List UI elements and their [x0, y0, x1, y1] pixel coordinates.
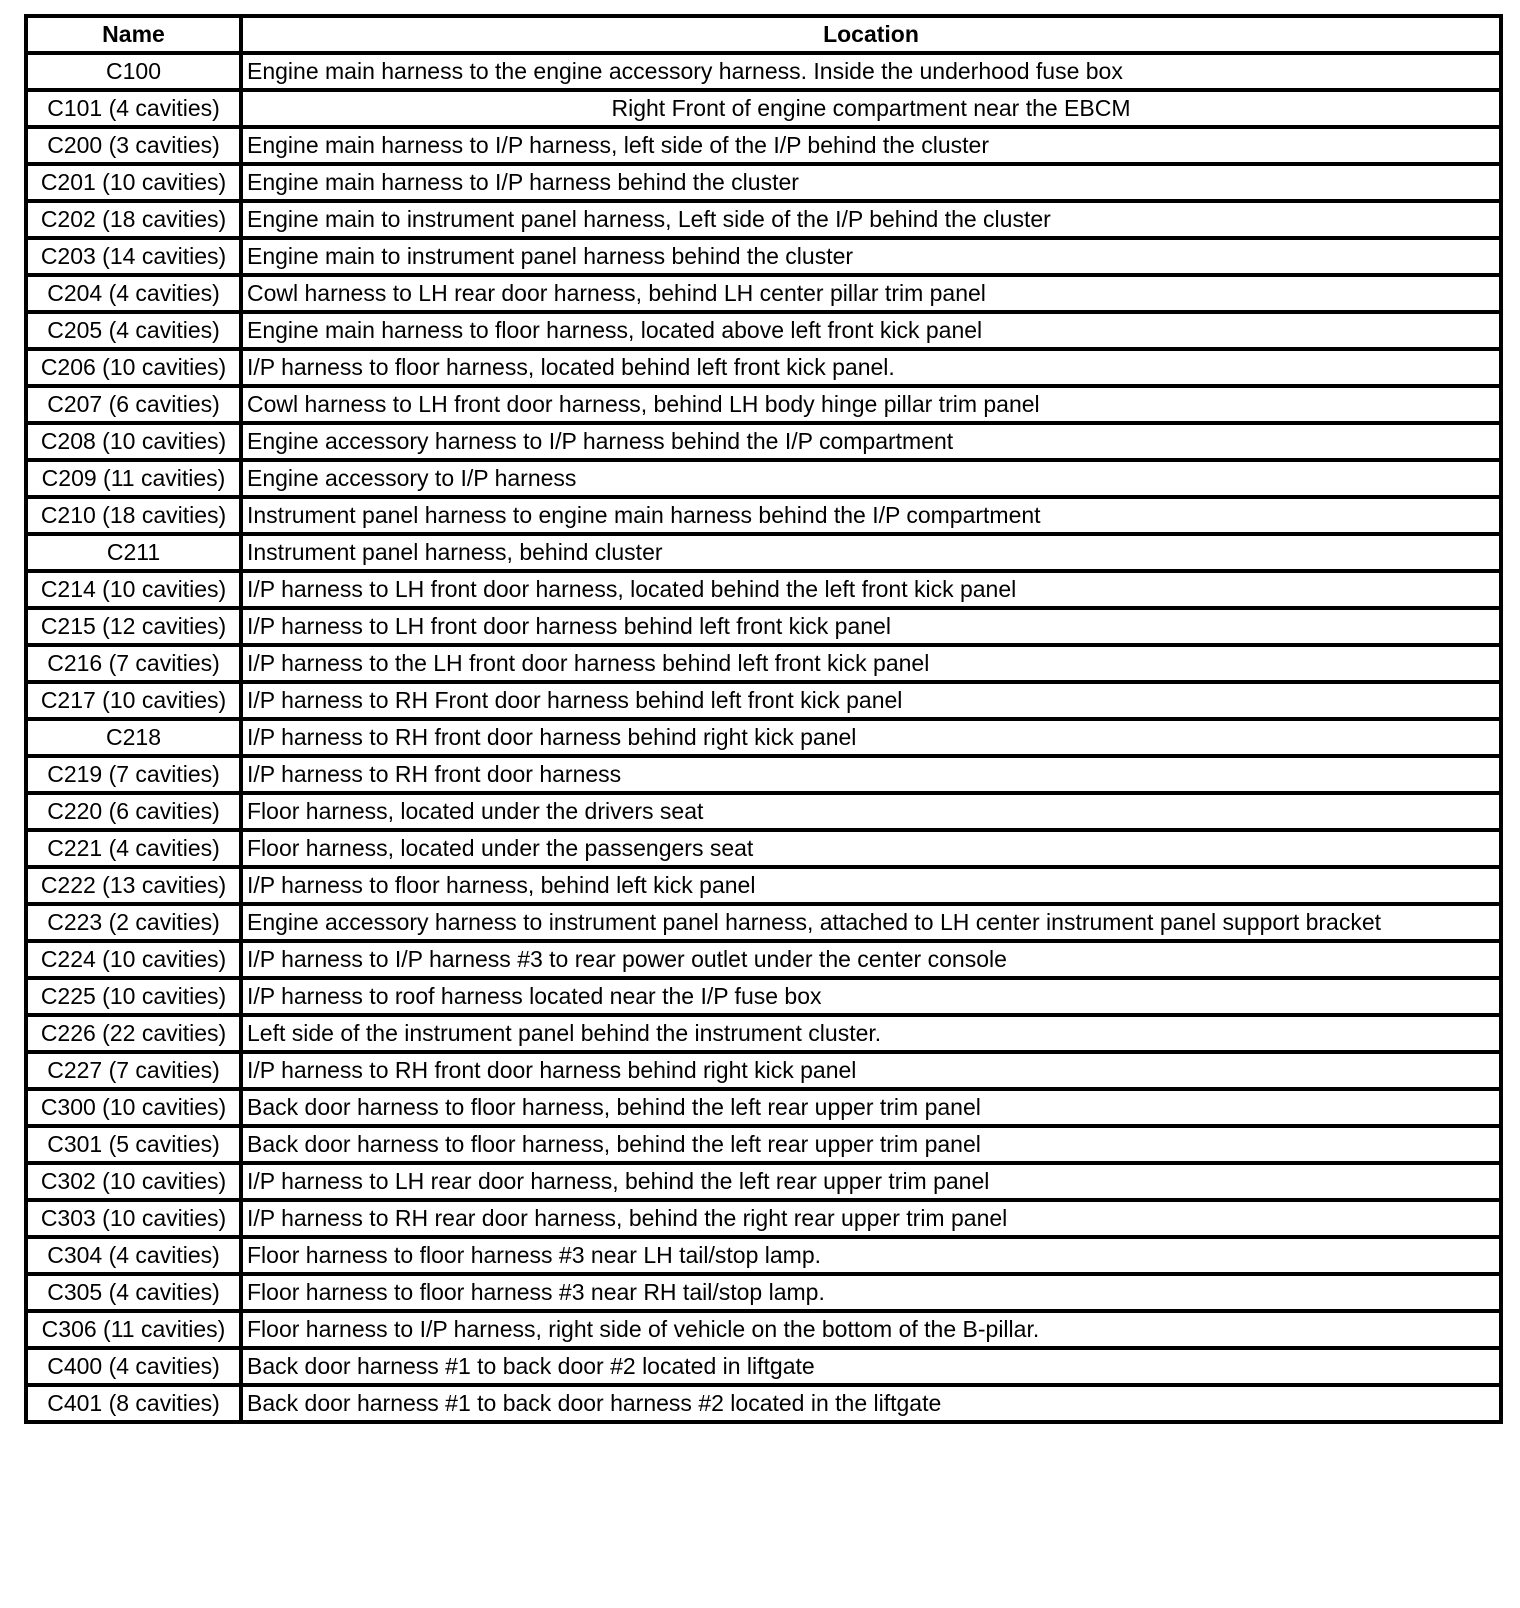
- connector-name-cell: C200 (3 cavities): [26, 127, 241, 164]
- table-row: [26, 756, 1501, 793]
- table-row: [26, 349, 1501, 386]
- table-row: [26, 608, 1501, 645]
- table-row: [26, 830, 1501, 867]
- table-row: [26, 497, 1501, 534]
- connector-name-cell: C224 (10 cavities): [26, 941, 241, 978]
- table-row: [26, 164, 1501, 201]
- connector-name-cell: C400 (4 cavities): [26, 1348, 241, 1385]
- connector-location-cell: Back door harness #1 to back door harness #2 located in the liftgate: [241, 1385, 1501, 1422]
- table-row: [26, 1385, 1501, 1422]
- connector-name-cell: C225 (10 cavities): [26, 978, 241, 1015]
- connector-name-cell: C208 (10 cavities): [26, 423, 241, 460]
- connector-location-cell: Engine main to instrument panel harness behind the cluster: [241, 238, 1501, 275]
- connector-name-cell: C306 (11 cavities): [26, 1311, 241, 1348]
- connector-location-cell: Instrument panel harness, behind cluster: [241, 534, 1501, 571]
- connector-location-cell: I/P harness to roof harness located near the I/P fuse box: [241, 978, 1501, 1015]
- connector-location-cell: Back door harness to floor harness, behind the left rear upper trim panel: [241, 1126, 1501, 1163]
- connector-name-cell: C302 (10 cavities): [26, 1163, 241, 1200]
- table-body: [26, 53, 1501, 1422]
- connector-name-cell: C226 (22 cavities): [26, 1015, 241, 1052]
- table-row: [26, 238, 1501, 275]
- connector-location-cell: I/P harness to RH rear door harness, behind the right rear upper trim panel: [241, 1200, 1501, 1237]
- connector-name-cell: C221 (4 cavities): [26, 830, 241, 867]
- table-row: [26, 423, 1501, 460]
- connector-name-cell: C206 (10 cavities): [26, 349, 241, 386]
- connector-location-cell: Instrument panel harness to engine main harness behind the I/P compartment: [241, 497, 1501, 534]
- connector-location-cell: Engine accessory harness to instrument panel harness, attached to LH center instrument panel support bracket: [241, 904, 1501, 941]
- table-row: [26, 1311, 1501, 1348]
- connector-location-cell: Engine main harness to I/P harness behind the cluster: [241, 164, 1501, 201]
- connector-location-cell: Floor harness, located under the drivers seat: [241, 793, 1501, 830]
- connector-name-cell: C209 (11 cavities): [26, 460, 241, 497]
- connector-location-cell: Floor harness to floor harness #3 near RH tail/stop lamp.: [241, 1274, 1501, 1311]
- connector-location-cell: Engine main harness to floor harness, located above left front kick panel: [241, 312, 1501, 349]
- connector-location-cell: Back door harness to floor harness, behind the left rear upper trim panel: [241, 1089, 1501, 1126]
- table-row: [26, 645, 1501, 682]
- connector-location-cell: Engine main harness to the engine accessory harness. Inside the underhood fuse box: [241, 53, 1501, 90]
- table-row: [26, 978, 1501, 1015]
- connector-location-cell: Cowl harness to LH front door harness, behind LH body hinge pillar trim panel: [241, 386, 1501, 423]
- connector-name-cell: C218: [26, 719, 241, 756]
- table-row: [26, 312, 1501, 349]
- connector-name-cell: C203 (14 cavities): [26, 238, 241, 275]
- connector-name-cell: C222 (13 cavities): [26, 867, 241, 904]
- connector-name-cell: C101 (4 cavities): [26, 90, 241, 127]
- connector-location-cell: I/P harness to floor harness, located behind left front kick panel.: [241, 349, 1501, 386]
- connector-name-cell: C401 (8 cavities): [26, 1385, 241, 1422]
- connector-name-cell: C201 (10 cavities): [26, 164, 241, 201]
- connector-location-cell: I/P harness to LH front door harness behind left front kick panel: [241, 608, 1501, 645]
- table-row: [26, 571, 1501, 608]
- connector-location-cell: I/P harness to RH Front door harness behind left front kick panel: [241, 682, 1501, 719]
- connector-name-cell: C301 (5 cavities): [26, 1126, 241, 1163]
- connector-location-cell: Right Front of engine compartment near the EBCM: [241, 90, 1501, 127]
- connector-name-cell: C215 (12 cavities): [26, 608, 241, 645]
- connector-name-cell: C217 (10 cavities): [26, 682, 241, 719]
- connector-location-cell: I/P harness to LH front door harness, located behind the left front kick panel: [241, 571, 1501, 608]
- connector-name-cell: C211: [26, 534, 241, 571]
- connector-location-cell: Floor harness to floor harness #3 near LH tail/stop lamp.: [241, 1237, 1501, 1274]
- table-row: [26, 127, 1501, 164]
- connector-location-cell: Engine main harness to I/P harness, left side of the I/P behind the cluster: [241, 127, 1501, 164]
- connector-location-cell: Floor harness to I/P harness, right side of vehicle on the bottom of the B-pillar.: [241, 1311, 1501, 1348]
- table-row: [26, 719, 1501, 756]
- connector-name-cell: C216 (7 cavities): [26, 645, 241, 682]
- connector-location-cell: I/P harness to RH front door harness: [241, 756, 1501, 793]
- connector-name-cell: C303 (10 cavities): [26, 1200, 241, 1237]
- table-row: [26, 534, 1501, 571]
- table-row: [26, 867, 1501, 904]
- table-row: [26, 793, 1501, 830]
- connector-name-cell: C220 (6 cavities): [26, 793, 241, 830]
- connector-location-cell: I/P harness to the LH front door harness behind left front kick panel: [241, 645, 1501, 682]
- table-row: [26, 275, 1501, 312]
- connector-location-cell: Engine accessory harness to I/P harness behind the I/P compartment: [241, 423, 1501, 460]
- table-row: [26, 1015, 1501, 1052]
- location-column-header: Location: [241, 16, 1501, 53]
- connector-location-cell: I/P harness to floor harness, behind left kick panel: [241, 867, 1501, 904]
- connector-location-cell: I/P harness to I/P harness #3 to rear power outlet under the center console: [241, 941, 1501, 978]
- table-row: [26, 682, 1501, 719]
- table-row: [26, 1348, 1501, 1385]
- table-row: [26, 1089, 1501, 1126]
- table-row: [26, 904, 1501, 941]
- connector-location-cell: Back door harness #1 to back door #2 located in liftgate: [241, 1348, 1501, 1385]
- connector-location-cell: Cowl harness to LH rear door harness, behind LH center pillar trim panel: [241, 275, 1501, 312]
- connector-name-cell: C214 (10 cavities): [26, 571, 241, 608]
- connector-name-cell: C202 (18 cavities): [26, 201, 241, 238]
- connector-name-cell: C204 (4 cavities): [26, 275, 241, 312]
- connector-name-cell: C223 (2 cavities): [26, 904, 241, 941]
- connector-location-cell: I/P harness to RH front door harness behind right kick panel: [241, 1052, 1501, 1089]
- header-row: [26, 16, 1501, 53]
- connector-location-cell: I/P harness to RH front door harness behind right kick panel: [241, 719, 1501, 756]
- table-row: [26, 1274, 1501, 1311]
- table-row: [26, 1237, 1501, 1274]
- table-row: [26, 201, 1501, 238]
- connector-name-cell: C305 (4 cavities): [26, 1274, 241, 1311]
- table-row: [26, 1052, 1501, 1089]
- connector-location-table: [24, 14, 1503, 1424]
- connector-name-cell: C300 (10 cavities): [26, 1089, 241, 1126]
- connector-name-cell: C227 (7 cavities): [26, 1052, 241, 1089]
- connector-location-cell: I/P harness to LH rear door harness, behind the left rear upper trim panel: [241, 1163, 1501, 1200]
- table-row: [26, 1163, 1501, 1200]
- table-row: [26, 386, 1501, 423]
- connector-location-cell: Left side of the instrument panel behind the instrument cluster.: [241, 1015, 1501, 1052]
- table-row: [26, 1126, 1501, 1163]
- connector-name-cell: C207 (6 cavities): [26, 386, 241, 423]
- table-row: [26, 1200, 1501, 1237]
- table-row: [26, 941, 1501, 978]
- table-row: [26, 53, 1501, 90]
- connector-name-cell: C219 (7 cavities): [26, 756, 241, 793]
- connector-name-cell: C210 (18 cavities): [26, 497, 241, 534]
- name-column-header: Name: [26, 16, 241, 53]
- connector-location-cell: Engine main to instrument panel harness, Left side of the I/P behind the cluster: [241, 201, 1501, 238]
- table-row: [26, 460, 1501, 497]
- connector-name-cell: C100: [26, 53, 241, 90]
- connector-location-cell: Floor harness, located under the passengers seat: [241, 830, 1501, 867]
- connector-location-cell: Engine accessory to I/P harness: [241, 460, 1501, 497]
- connector-name-cell: C304 (4 cavities): [26, 1237, 241, 1274]
- connector-name-cell: C205 (4 cavities): [26, 312, 241, 349]
- table-row: [26, 90, 1501, 127]
